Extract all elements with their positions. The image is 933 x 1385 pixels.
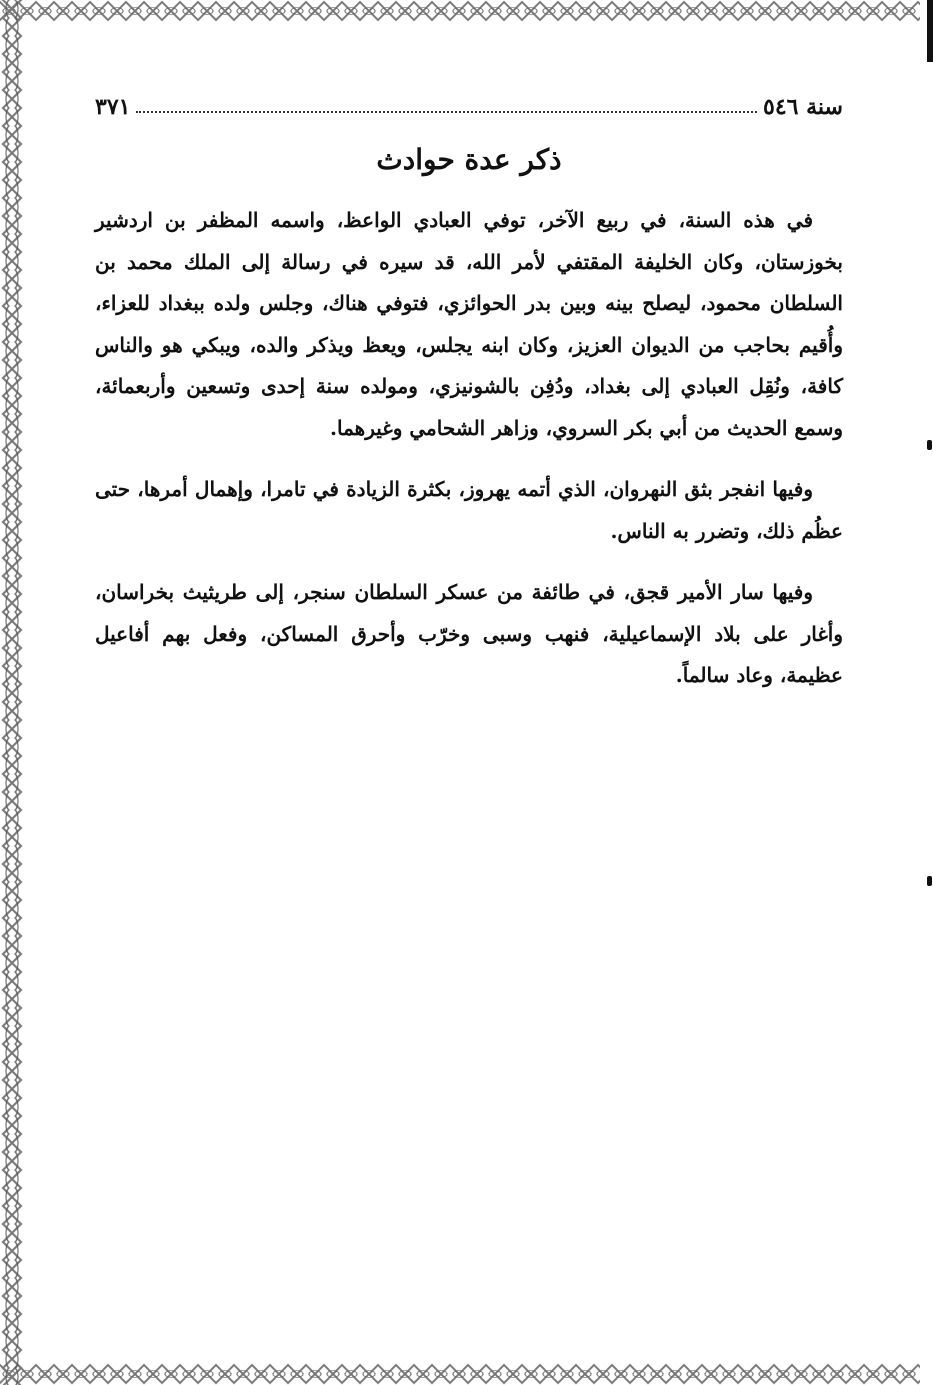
decorative-border-top — [0, 0, 920, 22]
scan-edge-dot — [927, 876, 932, 886]
decorative-border-bottom — [0, 1363, 920, 1385]
body-text — [95, 200, 843, 717]
section-title: ذكر عدة حوادث — [376, 143, 562, 176]
paragraph: وفيها سار الأمير قجق، في طائفة من عسكر السلطان سنجر، إلى طريثيث بخراسان، وأغار على بلاد الإسماعيلية، فنهب وسبى وخرّب وأحرق المساكن، وفعل بهم أفاعيل عظيمة، وعاد سالماً. — [95, 580, 843, 687]
header-year-title: سنة ٥٤٦ — [763, 94, 843, 120]
scan-edge-dot — [927, 440, 932, 450]
paragraph: في هذه السنة، في ربيع الآخر، توفي العبادي الواعظ، واسمه المظفر بن اردشير بخوزستان، وكان الخليفة المقتفي لأمر الله، قد سيره في رسالة إلى الملك محمد بن السلطان محمود، ليصلح بينه وبين بدر الحوائزي، فتوفي هناك، وجلس ولده ببغداد للعزاء، وأُقيم بحاجب من الديوان العزيز، وكان ابنه يجلس، ويعظ ويذكر والده، ويبكي هو والناس كافة، ونُقِل العبادي إلى بغداد، ودُفِن بالشونيزي، ومولده سنة إحدى وتسعين وأربعمائة، وسمع الحديث من أبي بكر السروي، وزاهر الشحامي وغيرهما. — [95, 208, 843, 440]
page-number: ٣٧١ — [95, 94, 131, 120]
decorative-border-left — [0, 0, 24, 1385]
header-dotted-leader — [136, 111, 757, 113]
paragraph: وفيها انفجر بثق النهروان، الذي أتمه يهروز، بكثرة الزيادة في تامرا، وإهمال أمرها، حتى عظُم ذلك، وتضرر به الناس. — [95, 477, 843, 543]
running-header — [95, 86, 843, 120]
scan-edge-mark — [927, 0, 933, 62]
